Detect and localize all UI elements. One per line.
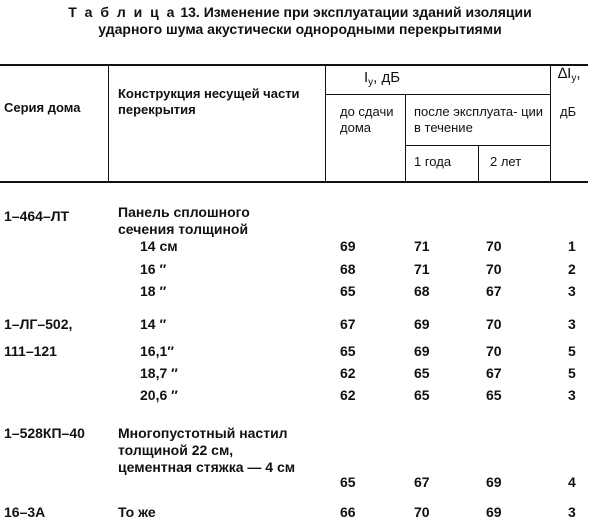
col-divider-2 xyxy=(325,64,326,181)
row5-delta: 3 xyxy=(568,316,576,332)
row7-delta: 5 xyxy=(568,365,576,381)
row10-construction: То же xyxy=(118,504,156,520)
row6-y1: 69 xyxy=(414,343,430,359)
row8-y1: 65 xyxy=(414,387,430,403)
row7-construction: 18,7 ″ xyxy=(140,365,178,381)
row8-construction: 20,6 ″ xyxy=(140,387,178,403)
row1-construction: Панель сплошного сечения толщиной xyxy=(118,204,250,237)
row5-before: 67 xyxy=(340,316,356,332)
row7-y1: 65 xyxy=(414,365,430,381)
col-divider-1 xyxy=(108,64,109,181)
header-bottom-rule xyxy=(0,181,588,183)
row9-construction: Многопустотный настил толщиной 22 см, цементная стяжка — 4 см xyxy=(118,425,296,475)
row3-y2: 70 xyxy=(486,261,502,277)
row6-series: 111–121 xyxy=(4,343,57,359)
row10-y1: 70 xyxy=(414,504,430,520)
row10-before: 66 xyxy=(340,504,356,520)
row9-before: 65 xyxy=(340,474,356,490)
col-divider-3 xyxy=(405,94,406,181)
header-iy: $I_у$, дБ xyxy=(364,69,401,88)
row4-y2: 67 xyxy=(486,283,502,299)
row8-y2: 65 xyxy=(486,387,502,403)
row3-delta: 2 xyxy=(568,261,576,277)
row3-y1: 71 xyxy=(414,261,430,277)
header-year2: 2 лет xyxy=(490,154,522,169)
row10-series: 16–3А xyxy=(4,504,46,520)
row4-before: 65 xyxy=(340,283,356,299)
row8-before: 62 xyxy=(340,387,356,403)
row9-y1: 67 xyxy=(414,474,430,490)
row9-y2: 69 xyxy=(486,474,502,490)
row3-before: 68 xyxy=(340,261,356,277)
top-rule xyxy=(0,64,588,66)
row7-y2: 67 xyxy=(486,365,502,381)
row4-construction: 18 ″ xyxy=(140,283,167,299)
col-divider-4 xyxy=(478,145,479,181)
row2-before: 69 xyxy=(340,238,356,254)
row2-construction: 14 см xyxy=(140,238,178,254)
row10-y2: 69 xyxy=(486,504,502,520)
row6-y2: 70 xyxy=(486,343,502,359)
table-word: Т а б л и ц а xyxy=(68,4,177,20)
title-line1-text: Изменение при эксплуатации зданий изоляции xyxy=(203,4,532,20)
header-year1: 1 года xyxy=(414,154,452,169)
header-rule-iy xyxy=(325,94,550,95)
col-divider-5 xyxy=(550,64,551,181)
title-line-1 xyxy=(0,4,600,21)
row5-y2: 70 xyxy=(486,316,502,332)
row4-y1: 68 xyxy=(414,283,430,299)
table-number: 13. xyxy=(180,4,200,20)
row1-series: 1–464–ЛТ xyxy=(4,208,70,224)
row8-delta: 3 xyxy=(568,387,576,403)
row10-delta: 3 xyxy=(568,504,576,520)
row6-before: 65 xyxy=(340,343,356,359)
row2-delta: 1 xyxy=(568,238,576,254)
header-series: Серия дома xyxy=(4,100,81,115)
row9-series: 1–528КП–40 xyxy=(4,425,85,441)
row9-delta: 4 xyxy=(568,474,576,490)
header-delta-unit: дБ xyxy=(560,104,577,119)
row2-y1: 71 xyxy=(414,238,430,254)
header-delta: $\Delta I_у$, xyxy=(558,65,581,84)
row6-construction: 16,1″ xyxy=(140,343,174,359)
row3-construction: 16 ″ xyxy=(140,261,167,277)
table-title xyxy=(0,4,600,38)
row2-y2: 70 xyxy=(486,238,502,254)
row5-construction: 14 ″ xyxy=(140,316,167,332)
row5-series: 1–ЛГ–502, xyxy=(4,316,73,332)
header-after: после эксплуата- ции в течение xyxy=(414,104,544,135)
header-before: до сдачи дома xyxy=(340,104,394,135)
row6-delta: 5 xyxy=(568,343,576,359)
header-construction: Конструкция несущей части перекрытия xyxy=(118,86,300,117)
title-line-2: ударного шума акустически однородными перекрытиями xyxy=(98,21,502,37)
row4-delta: 3 xyxy=(568,283,576,299)
row7-before: 62 xyxy=(340,365,356,381)
row5-y1: 69 xyxy=(414,316,430,332)
